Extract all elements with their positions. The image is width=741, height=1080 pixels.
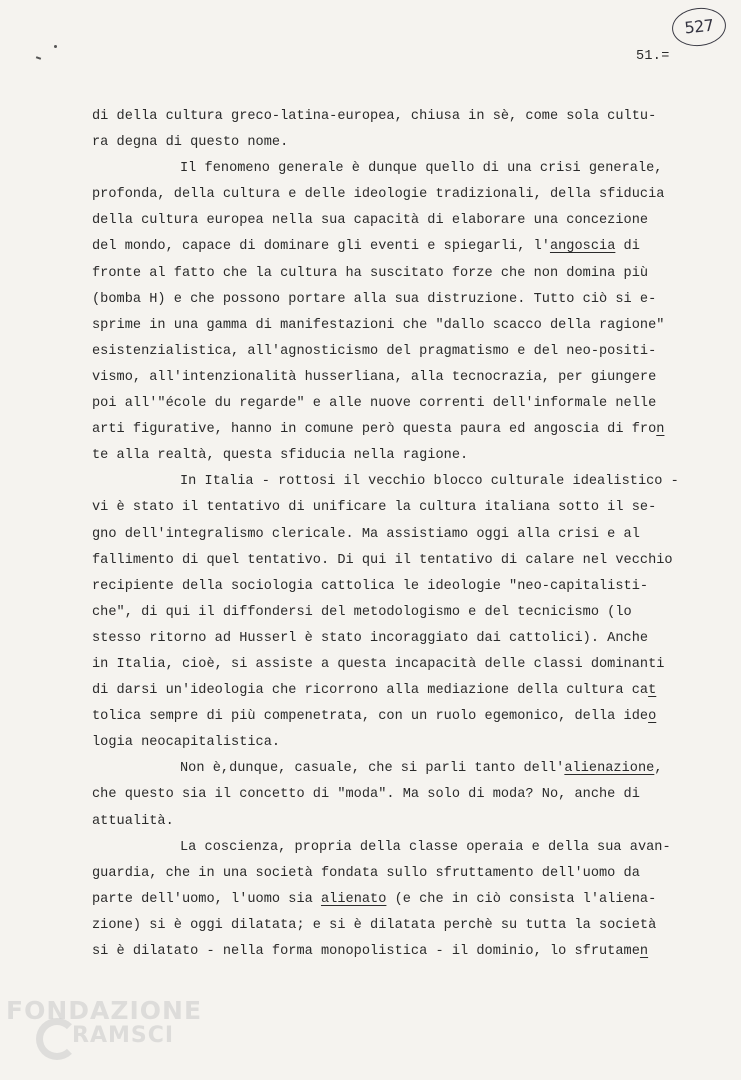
margin-mark — [36, 56, 41, 60]
text-line — [92, 391, 712, 417]
text-line — [92, 913, 712, 939]
text-line — [92, 261, 712, 287]
text-line — [92, 835, 712, 861]
text-line — [92, 365, 712, 391]
underlined-text: alienato — [320, 891, 387, 907]
underlined-text: n — [656, 422, 665, 438]
text-line — [92, 130, 712, 156]
text-line — [92, 469, 712, 495]
page-number: 51.= — [636, 49, 670, 64]
text-segment: ra degna di questo nome. — [92, 135, 289, 151]
watermark-line-1: FONDAZIONE — [6, 996, 203, 1025]
text-line — [92, 652, 712, 678]
text-line — [92, 234, 712, 260]
underlined-text: t — [648, 683, 657, 699]
text-line — [92, 339, 712, 365]
text-segment: Il fenomeno generale è dunque quello di una crisi generale, — [180, 161, 663, 177]
text-segment: Non è,dunque, casuale, che si parli tanto dell' — [180, 761, 565, 777]
text-line — [92, 887, 712, 913]
archive-stamp-number: 527 — [683, 15, 715, 38]
watermark-line-2: RAMSCI — [72, 1023, 175, 1048]
underlined-text: o — [648, 709, 657, 725]
text-segment: sprime in una gamma di manifestazioni che "dallo scacco della ragione" — [92, 317, 665, 333]
underlined-text: angoscia — [549, 239, 616, 255]
text-line — [92, 104, 712, 130]
underlined-text: alienazione — [564, 761, 655, 777]
text-line — [92, 704, 712, 730]
text-line — [92, 782, 712, 808]
text-segment: La coscienza, propria della classe operaia e della sua avan- — [180, 839, 671, 855]
text-segment: vismo, all'intenzionalità husserliana, alla tecnocrazia, per giungere — [92, 369, 657, 385]
typewritten-text — [92, 104, 712, 965]
text-line — [92, 861, 712, 887]
text-segment: zione) si è oggi dilatata; e si è dilatata perchè su tutta la società — [92, 917, 657, 933]
text-line — [92, 626, 712, 652]
text-segment: che", di qui il diffondersi del metodologismo e del tecnicismo (lo — [92, 604, 632, 620]
text-segment: gno dell'integralismo clericale. Ma assistiamo oggi alla crisi e al — [92, 526, 640, 542]
text-segment: di — [615, 239, 640, 255]
text-segment: In Italia - rottosi il vecchio blocco culturale idealistico - — [180, 474, 679, 490]
archive-stamp — [670, 5, 728, 48]
text-segment: , — [654, 761, 663, 777]
text-line — [92, 730, 712, 756]
text-segment: tolica sempre di più compenetrata, con un ruolo egemonico, della ide — [92, 709, 649, 725]
text-segment: del mondo, capace di dominare gli eventi e spiegarli, l' — [92, 239, 550, 255]
text-segment: poi all'"école du regarde" e alle nuove correnti dell'informale nelle — [92, 396, 657, 412]
text-segment: logia neocapitalistica. — [92, 735, 281, 751]
text-segment: guardia, che in una società fondata sullo sfruttamento dell'uomo da — [92, 865, 640, 881]
text-line — [92, 182, 712, 208]
text-segment: attualità. — [92, 813, 174, 829]
text-segment: esistenzialistica, all'agnosticismo del pragmatismo e del neo-positi- — [92, 343, 657, 359]
text-segment: parte dell'uomo, l'uomo sia — [92, 891, 321, 907]
text-line — [92, 574, 712, 600]
text-segment: profonda, della cultura e delle ideologie tradizionali, della sfiducia — [92, 187, 665, 203]
text-line — [92, 417, 712, 443]
text-segment: si è dilatato - nella forma monopolistica - il dominio, lo sfrutame — [92, 944, 640, 959]
text-line — [92, 208, 712, 234]
underlined-text: n — [639, 944, 649, 959]
text-segment: di darsi un'ideologia che ricorrono alla mediazione della cultura ca — [92, 683, 649, 699]
text-segment: che questo sia il concetto di "moda". Ma solo di moda? No, anche di — [92, 787, 640, 803]
text-segment: fallimento di quel tentativo. Di qui il tentativo di calare nel vecchio — [92, 552, 673, 568]
fondazione-gramsci-watermark — [6, 996, 203, 1076]
text-segment: te alla realtà, questa sfiducia nella ragione. — [92, 448, 469, 464]
text-line — [92, 678, 712, 704]
text-segment: recipiente della sociologia cattolica le ideologie "neo-capitalisti- — [92, 578, 649, 594]
text-line — [92, 522, 712, 548]
text-segment: (e che in ciò consista l'aliena- — [386, 891, 657, 907]
margin-mark — [54, 45, 57, 48]
text-line — [92, 939, 712, 965]
text-segment: di della cultura greco-latina-europea, chiusa in sè, come sola cultu- — [92, 109, 657, 124]
text-segment: stesso ritorno ad Husserl è stato incoraggiato dai cattolici). Anche — [92, 630, 649, 646]
text-line — [92, 443, 712, 469]
text-line — [92, 495, 712, 521]
text-segment: arti figurative, hanno in comune però questa paura ed angoscia di fro — [92, 422, 657, 438]
text-line — [92, 156, 712, 182]
text-segment: fronte al fatto che la cultura ha suscitato forze che non domina più — [92, 265, 649, 281]
text-segment: della cultura europea nella sua capacità di elaborare una concezione — [92, 213, 649, 229]
text-line — [92, 313, 712, 339]
text-segment: (bomba H) e che possono portare alla sua distruzione. Tutto ciò si e- — [92, 291, 657, 307]
text-segment: in Italia, cioè, si assiste a questa incapacità delle classi dominanti — [92, 656, 665, 672]
text-line — [92, 287, 712, 313]
text-line — [92, 809, 712, 835]
text-line — [92, 600, 712, 626]
text-segment: vi è stato il tentativo di unificare la cultura italiana sotto il se- — [92, 500, 657, 516]
text-line — [92, 756, 712, 782]
text-line — [92, 548, 712, 574]
